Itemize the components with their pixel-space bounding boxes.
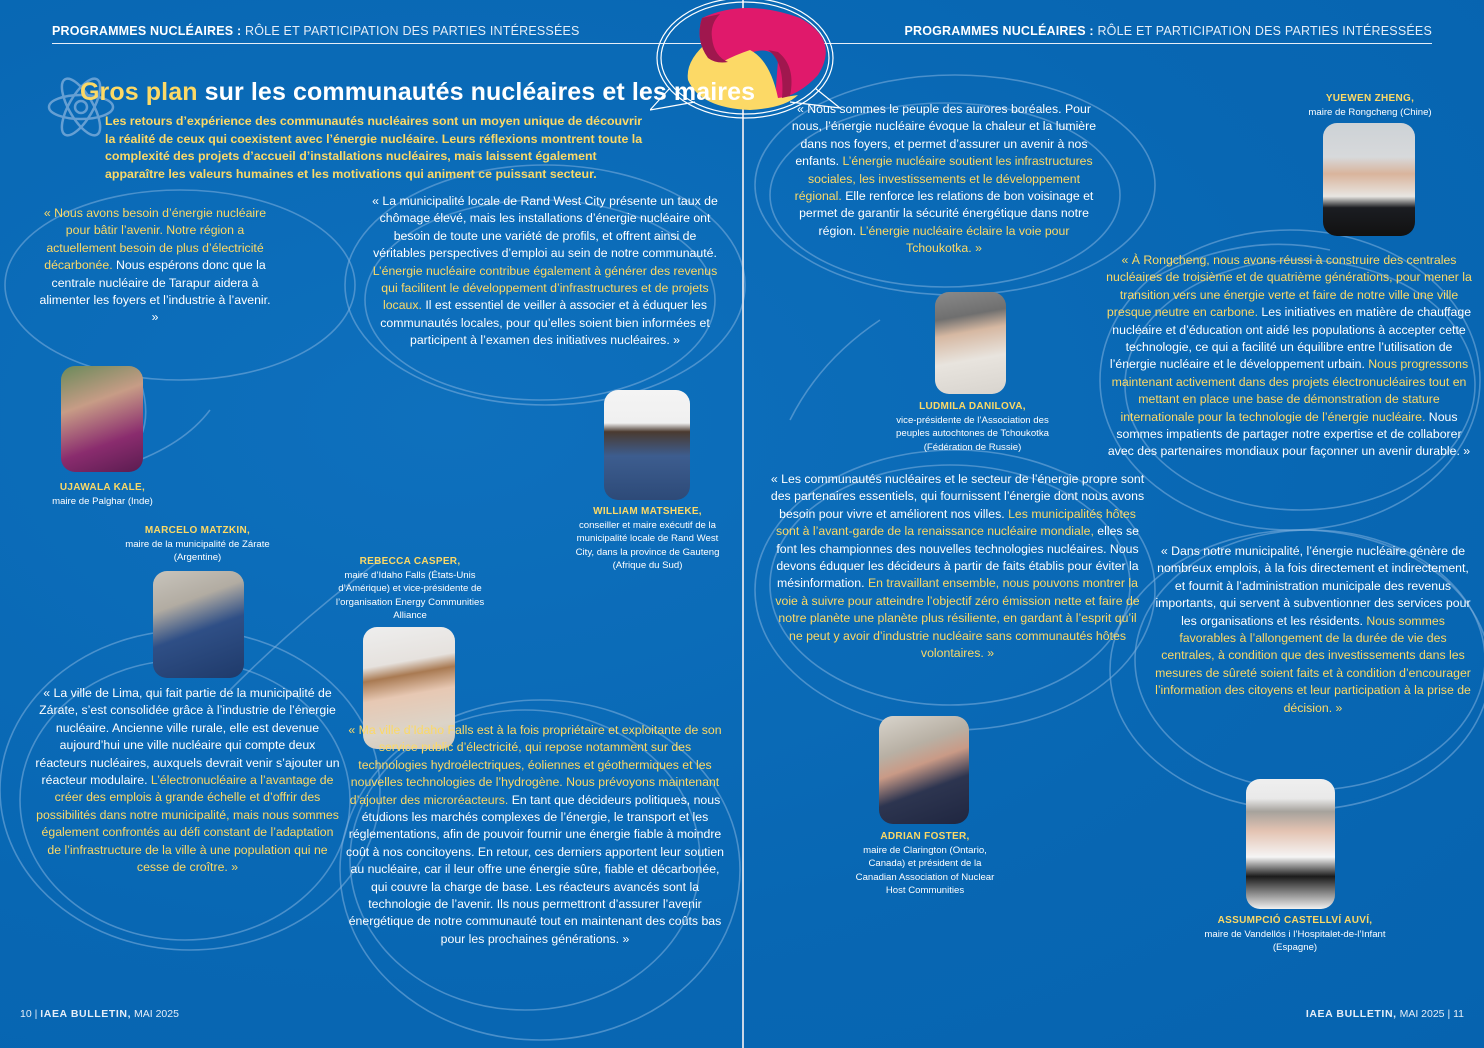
quote-highlight: « À Rongcheng, nous avons réussi à construire des centrales nucléaires de troisième et de quatrième générations, pour mener la transition vers une énergie verte et faire de notre ville une ville presque neutre en carbone. — [1106, 253, 1472, 320]
quote-foster — [770, 471, 1145, 662]
quote-danilova — [785, 101, 1103, 258]
person-name: UJAWALA KALE, — [59, 482, 146, 493]
running-head-section: PROGRAMMES NUCLÉAIRES : — [904, 24, 1094, 38]
quote-text: Les initiatives en matière de chauffage nucléaire et d’éducation ont aidé les populations à accepter cette technologie, ce qui a facilité un équilibre entre l’utilisation de l’énergie nucléaire et le développement urbain. — [1109, 305, 1472, 372]
caption-danilova — [880, 400, 1065, 454]
quote-text: « La municipalité locale de Rand West City présente un taux de chômage élevé, mais les installations d’énergie nucléaire ont besoin de toute une variété de profils, et offrent ainsi de véritables perspectives d’emploi au sein de notre communauté. — [372, 194, 718, 261]
publication-date: MAI 2025 — [131, 1008, 179, 1020]
person-name: MARCELO MATZKIN, — [144, 525, 251, 536]
quote-text: « Dans notre municipalité, l’énergie nucléaire génère de nombreux emplois, à la fois directement et indirectement, et fournit à l’administration municipale des revenus importants, qui servent à subventionner des services pour les organisations et les résidents. — [1155, 544, 1471, 628]
person-role: vice-présidente de l’Association des peuples autochtones de Tchoukotka (Fédération de Russie) — [896, 414, 1049, 453]
page-gutter — [742, 0, 744, 1048]
photo-yuewen-zheng — [1323, 123, 1415, 236]
quote-text: Nous espérons donc que la centrale nucléaire de Tarapur aidera à alimenter les foyers et l’industrie à l’avenir. » — [39, 258, 271, 325]
person-name: ASSUMPCIÓ CASTELLVÍ AUVÍ, — [1217, 915, 1373, 926]
quote-matsheke — [370, 193, 720, 350]
caption-castellvi — [1190, 914, 1400, 955]
folio-right — [1306, 1008, 1464, 1020]
quote-text: elles se font les championnes des nouvelles technologies nucléaires. Nous devons éduquer les décideurs à partir de faits établis pour éviter la mésinformation. — [776, 524, 1139, 591]
person-name: LUDMILA DANILOVA, — [919, 401, 1026, 412]
photo-ujawala-kale — [61, 366, 143, 472]
quote-highlight: L’énergie nucléaire éclaire la voie pour Tchoukotka. » — [859, 223, 1070, 256]
quote-highlight: Les municipalités hôtes sont à l’avant-garde de la renaissance nucléaire mondiale, — [776, 506, 1136, 539]
quote-castellvi — [1152, 543, 1474, 717]
article-title — [80, 78, 755, 107]
article-intro: Les retours d’expérience des communautés nucléaires sont un moyen unique de découvrir la réalité de ceux qui coexistent avec l’énergie nucléaire. Leurs réflexions montrent toute la complexité des projets d’accueil d’installations nucléaires, mais laissent également apparaître les valeurs humaines et les motivations qui animent ce puissant secteur. — [105, 114, 643, 181]
person-role: conseiller et maire exécutif de la municipalité locale de Rand West City, dans la province de Gauteng (Afrique du Sud) — [575, 519, 720, 572]
running-head-right — [762, 24, 1432, 44]
person-role: maire de Clarington (Ontario, Canada) et président de la Canadian Association of Nuclear Host Communities — [855, 844, 995, 897]
quote-kale — [35, 205, 275, 327]
running-head-subtitle: RÔLE ET PARTICIPATION DES PARTIES INTÉRESSÉES — [1093, 24, 1432, 38]
publication-name: IAEA BULLETIN, — [40, 1008, 132, 1020]
publication-date: MAI 2025 — [1396, 1008, 1445, 1020]
person-name: WILLIAM MATSHEKE, — [593, 506, 702, 517]
quote-text: « Nous sommes le peuple des aurores boréales. Pour nous, l’énergie nucléaire évoque la chaleur et la lumière dans nos foyers, et permet d’assurer un avenir à nos enfants. — [791, 102, 1097, 169]
person-name: ADRIAN FOSTER, — [880, 831, 970, 842]
caption-matsheke — [575, 505, 720, 573]
quote-text: Nous sommes impatients de partager notre expertise et de collaborer avec des partenaires mondiaux pour façonner un avenir durable. » — [1107, 409, 1471, 459]
quote-highlight: En travaillant ensemble, nous pouvons montrer la voie à suivre pour atteindre l’objectif zéro émission nette et faire de notre planète une planète plus résiliente, en gardant à l’esprit qu’il ne peut y avoir d’industrie nucléaire sans communautés hôtes volontaires. » — [775, 576, 1140, 661]
person-name: YUEWEN ZHENG, — [1325, 93, 1415, 104]
caption-casper — [335, 555, 485, 623]
photo-marcelo-matzkin — [153, 571, 244, 678]
quote-text: Il est essentiel de veiller à associer et à éduquer les communautés locales, pour qu’elles soient bien informées et participent à l’examen des initiatives nucléaires. » — [380, 298, 710, 348]
person-role: maire de Rongcheng (Chine) — [1308, 106, 1432, 118]
running-head-subtitle: RÔLE ET PARTICIPATION DES PARTIES INTÉRESSÉES — [241, 24, 580, 38]
quote-text: Elle renforce les relations de bon voisinage et permet de garantir la sécurité énergétique dans notre région. — [799, 189, 1094, 238]
quote-text: « La ville de Lima, qui fait partie de la municipalité de Zárate, s’est consolidée grâce à l’industrie de l’énergie nucléaire. Ancienne ville rurale, elle est devenue aujourd’hui une ville nucléaire qui compte deux réacteurs nucléaires, auxquels devrait venir s’ajouter un réacteur modulaire. — [35, 686, 340, 788]
quote-zheng — [1103, 252, 1475, 461]
page-number: 11 — [1453, 1008, 1464, 1020]
title-highlight: Gros plan — [80, 78, 198, 106]
caption-zheng — [1295, 92, 1445, 119]
person-role: maire de Palghar (Inde) — [52, 495, 153, 507]
photo-william-matsheke — [604, 390, 690, 500]
quote-highlight: L’électronucléaire a l’avantage de créer des emplois à grande échelle et d’offrir des possibilités dans notre municipalité, mais nous sommes également confrontés au défi constant de l’adaptation de l’infrastructure de la ville à une population qui ne cesse de croître. » — [36, 773, 339, 875]
quote-highlight: « Ma ville d’Idaho Falls est à la fois propriétaire et exploitante de son service public d’électricité, qui repose notamment sur des technologies hydroélectriques, éoliennes et géothermiques et les nouvelles technologies de l’hydrogène. Nous prévoyons maintenant d’ajouter des microréacteurs. — [348, 723, 722, 807]
quote-text: « Les communautés nucléaires et le secteur de l’énergie propre sont des partenaires essentiels, qui fournissent l’énergie dont nous avons besoin pour vivre et améliorent nos villes. — [770, 472, 1145, 521]
running-head-left — [52, 24, 724, 44]
photo-ludmila-danilova — [935, 292, 1006, 394]
quote-highlight: L’énergie nucléaire contribue également à générer des revenus qui facilitent le développement d’infrastructures et de projets locaux. — [372, 263, 718, 313]
quote-highlight: Nous progressons maintenant activement dans des projets électronucléaires tout en mettant en place une base de démonstration de stature internationale pour la technologie de l’énergie nucléaire. — [1111, 357, 1469, 424]
running-head-section: PROGRAMMES NUCLÉAIRES : — [52, 24, 242, 38]
publication-name: IAEA BULLETIN, — [1305, 1008, 1397, 1020]
quote-casper — [345, 722, 725, 948]
title-rest: sur les communautés nucléaires et les maires — [197, 78, 756, 106]
quote-highlight: L’énergie nucléaire soutient les infrastructures sociales, les investissements et le développement régional. — [794, 154, 1093, 204]
folio-left — [20, 1008, 179, 1020]
caption-foster — [855, 830, 995, 898]
folio-separator: | — [1444, 1008, 1454, 1020]
person-name: REBECCA CASPER, — [359, 556, 461, 567]
page-number: 10 — [20, 1008, 32, 1020]
quote-matzkin — [35, 685, 340, 876]
photo-adrian-foster — [879, 716, 969, 824]
person-role: maire d’Idaho Falls (États-Unis d’Amérique) et vice-présidente de l’organisation Energy Communities Alliance — [335, 569, 485, 622]
person-role: maire de Vandellós i l’Hospitalet-de-l’Infant (Espagne) — [1204, 928, 1386, 954]
quote-highlight: « Nous avons besoin d’énergie nucléaire pour bâtir l’avenir. Notre région a actuellement besoin de plus d’électricité décarbonée. — [43, 206, 267, 273]
photo-assumpcio-castellvi-auvi — [1246, 779, 1335, 909]
person-role: maire de la municipalité de Zárate (Argentine) — [125, 538, 270, 564]
quote-highlight: Nous sommes favorables à l’allongement de la durée de vie des centrales, à condition que des investissements dans les mesures de sûreté soient faits et à condition d’encourager l’information des citoyens et leur participation à la prise de décision. » — [1155, 613, 1471, 715]
caption-matzkin — [110, 524, 285, 565]
caption-kale — [30, 481, 175, 508]
quote-text: En tant que décideurs politiques, nous étudions les marchés complexes de l’énergie, le transport et les réglementations, afin de pouvoir fournir une énergie fiable à moindre coût à nos concitoyens. En retour, ces derniers apportent leur soutien au nucléaire, car il leur offre une énergie sûre, fiable et décarbonée, qui couvre la charge de base. Les réacteurs avancés sont la technologie de l’avenir. Ils nous permettront d’assurer l’avenir énergétique de notre communauté tout en maintenant des coûts bas pour les prochaines générations. » — [345, 792, 724, 946]
folio-separator: | — [31, 1008, 41, 1020]
